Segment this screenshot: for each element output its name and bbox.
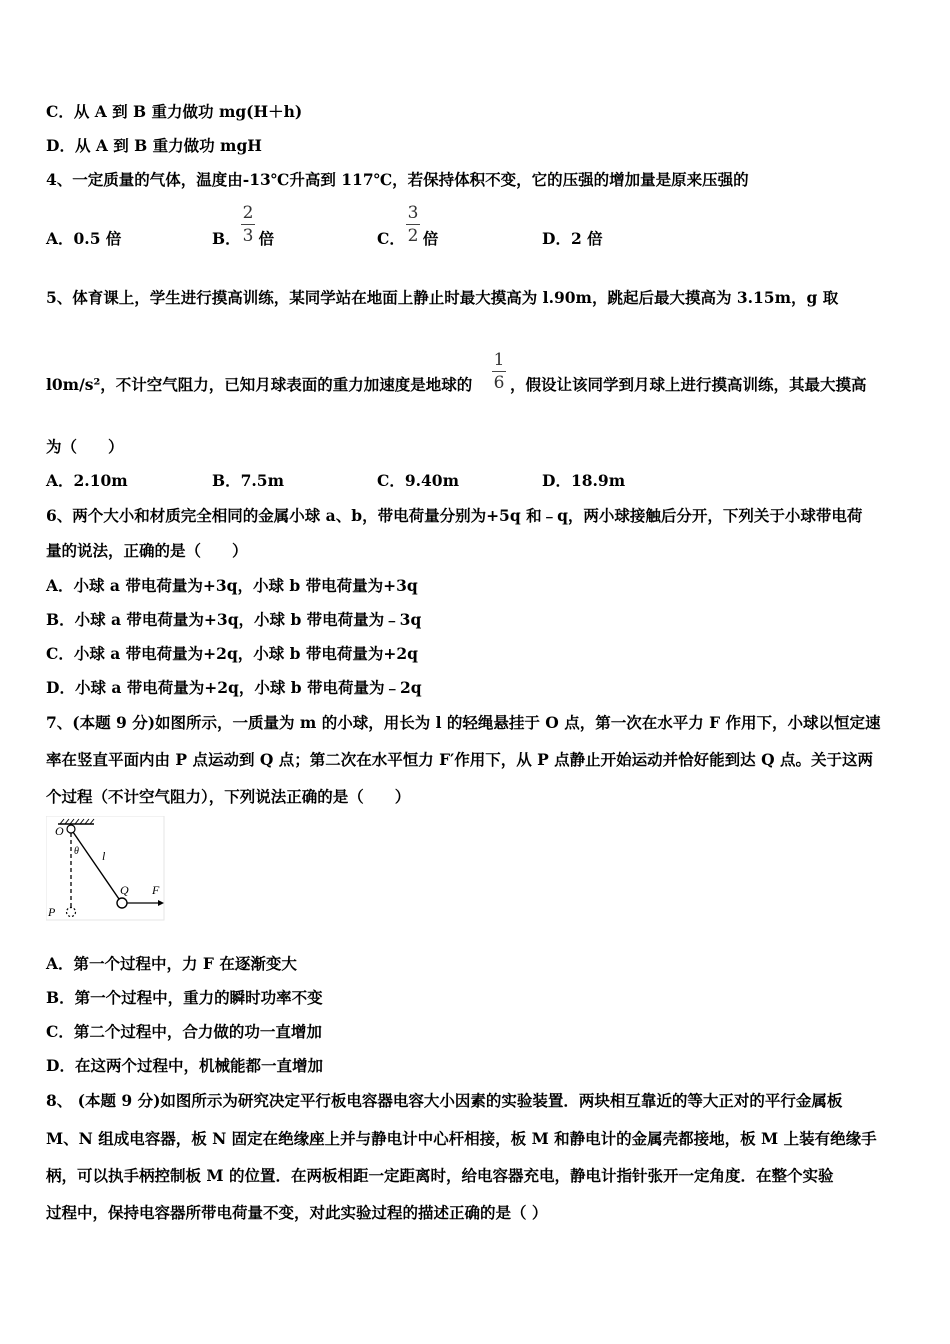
q6-option-a: A．小球 a 带电荷量为+3q，小球 b 带电荷量为+3q [46, 576, 418, 595]
q5-option-b: B．7.5m [212, 471, 284, 490]
label-f: F [152, 883, 160, 897]
q8-stem-line4: 过程中，保持电容器所带电荷量不变，对此实验过程的描述正确的是（ ） [46, 1203, 548, 1222]
q4-stem: 4、一定质量的气体，温度由-13℃升高到 117℃，若保持体积不变，它的压强的增加量是原来压强的 [46, 170, 749, 189]
q6-option-d: D．小球 a 带电荷量为+2q，小球 b 带电荷量为﹣2q [46, 678, 422, 697]
q7-stem-line3: 个过程（不计空气阻力），下列说法正确的是（ ） [46, 787, 411, 806]
label-q: Q [120, 883, 129, 897]
rope-line [73, 832, 119, 899]
q4-option-a: A．0.5 倍 [46, 229, 122, 248]
q6-option-c: C．小球 a 带电荷量为+2q，小球 b 带电荷量为+2q [46, 644, 419, 663]
q5-option-c: C．9.40m [377, 471, 459, 490]
q6-stem-line2: 量的说法，正确的是（ ） [46, 541, 248, 560]
q3-option-d: D．从 A 到 B 重力做功 mgH [46, 136, 262, 155]
q4-option-b: B． 倍 [212, 229, 275, 248]
q7-option-d: D．在这两个过程中，机械能都一直增加 [46, 1056, 323, 1075]
pivot-o [67, 825, 75, 833]
q7-option-b: B．第一个过程中，重力的瞬时功率不变 [46, 988, 323, 1007]
q5-option-d: D．18.9m [542, 471, 626, 490]
q4-option-c: C． 倍 [377, 229, 439, 248]
q5-stem-line1: 5、体育课上，学生进行摸高训练，某同学站在地面上静止时最大摸高为 l.90m，跳起后最大摸高为 3.15m，g 取 [46, 288, 839, 307]
label-o: O [55, 824, 64, 838]
ball-q [117, 898, 127, 908]
q6-option-b: B．小球 a 带电荷量为+3q，小球 b 带电荷量为﹣3q [46, 610, 422, 629]
q7-stem-line2: 率在竖直平面内由 P 点运动到 Q 点；第二次在水平恒力 F′作用下，从 P 点静止开始运动并恰好能到达 Q 点。关于这两 [46, 750, 873, 769]
label-l: l [102, 849, 106, 863]
label-p: P [48, 905, 56, 919]
q7-option-c: C．第二个过程中，合力做的功一直增加 [46, 1022, 322, 1041]
q5-stem-line3: 为（ ） [46, 437, 124, 456]
q5-fraction: 1 6 [493, 350, 505, 393]
q4-option-c-fraction: 3 2 [407, 203, 419, 246]
q7-stem-line1: 7、(本题 9 分)如图所示，一质量为 m 的小球，用长为 l 的轻绳悬挂于 O 点，第一次在水平力 F 作用下，小球以恒定速 [46, 713, 881, 732]
q8-stem-line3: 柄，可以执手柄控制板 M 的位置．在两板相距一定距离时，给电容器充电，静电计指针张开一定角度．在整个实验 [46, 1166, 834, 1185]
q4-option-d: D．2 倍 [542, 229, 603, 248]
q5-stem-line2a: l0m/s²，不计空气阻力，已知月球表面的重力加速度是地球的 [46, 375, 473, 394]
label-theta: θ [74, 846, 79, 857]
q3-option-c: C．从 A 到 B 重力做功 mg(H＋h) [46, 102, 303, 121]
q8-stem-line1: 8、 (本题 9 分)如图所示为研究决定平行板电容器电容大小因素的实验装置．两块相互靠近的等大正对的平行金属板 [46, 1091, 843, 1110]
q5-stem-line2b: ，假设让该同学到月球上进行摸高训练，其最大摸高 [510, 375, 867, 394]
ball-p [67, 908, 76, 917]
q6-stem-line1: 6、两个大小和材质完全相同的金属小球 a、b，带电荷量分别为+5q 和﹣q，两小球接触后分开，下列关于小球带电荷 [46, 506, 863, 525]
q5-option-a: A．2.10m [46, 471, 128, 490]
q8-stem-line2: M、N 组成电容器，板 N 固定在绝缘座上并与静电计中心杆相接，板 M 和静电计的金属壳都接地，板 M 上装有绝缘手 [46, 1129, 877, 1148]
q4-option-b-fraction: 2 3 [242, 203, 254, 246]
force-arrow-head [158, 900, 164, 906]
pendulum-figure [46, 816, 166, 922]
q7-option-a: A．第一个过程中，力 F 在逐渐变大 [46, 954, 297, 973]
